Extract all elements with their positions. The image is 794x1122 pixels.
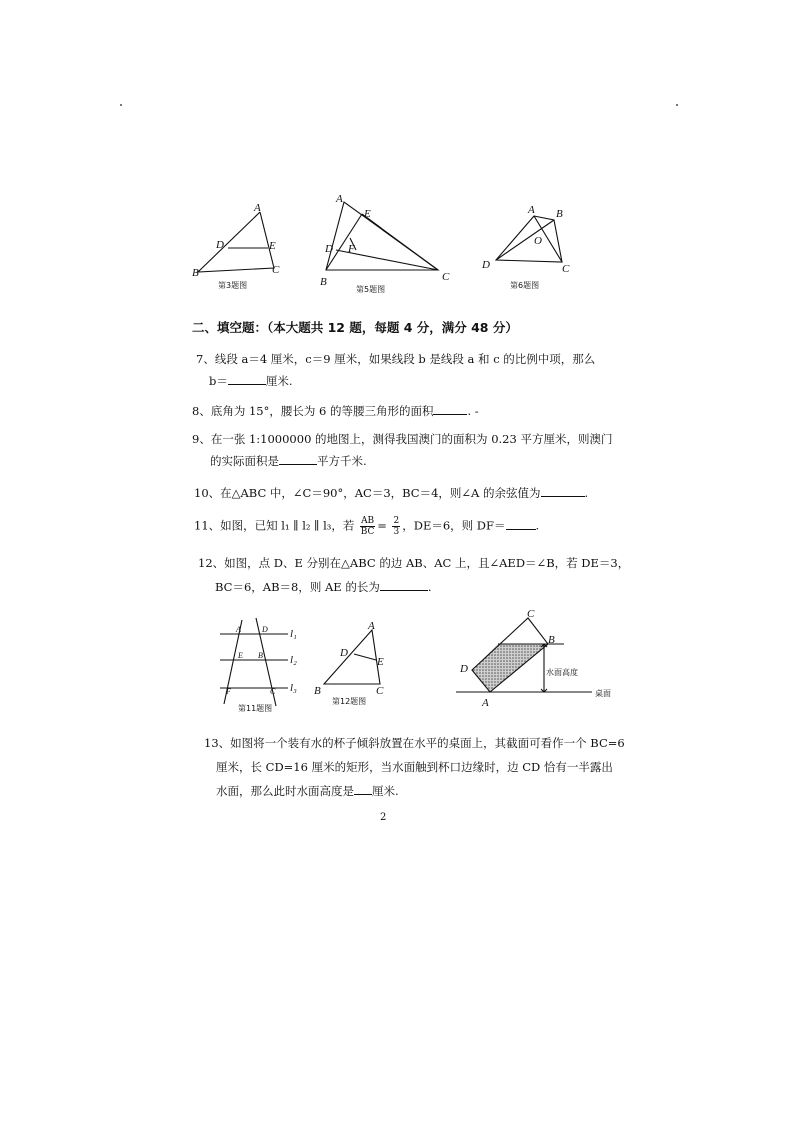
answer-suffix: 厘米. bbox=[265, 374, 293, 388]
answer-blank[interactable] bbox=[354, 784, 372, 795]
figure-q5 bbox=[316, 190, 456, 300]
figure-caption: 第5题图 bbox=[356, 285, 386, 294]
answer-blank[interactable] bbox=[380, 580, 428, 591]
label-B: B bbox=[320, 276, 327, 288]
question-text: 8、底角为 15°，腰长为 6 的等腰三角形的面积 bbox=[192, 404, 434, 418]
answer-prefix: 的实际面积是 bbox=[210, 454, 279, 468]
label-F: F bbox=[348, 243, 355, 255]
figure-q13 bbox=[452, 608, 642, 716]
label-B: B bbox=[192, 267, 199, 279]
answer-blank[interactable] bbox=[433, 404, 467, 415]
question-12 bbox=[198, 556, 629, 570]
label-E: E bbox=[269, 240, 276, 252]
question-7-answer-line bbox=[209, 374, 293, 388]
question-12-answer-line bbox=[215, 580, 432, 594]
label-l2: l₂ bbox=[290, 654, 297, 666]
label-C: C bbox=[527, 608, 535, 620]
answer-prefix: BC＝6，AB＝8，则 AE 的长为 bbox=[215, 580, 380, 594]
question-text: 11、如图，已知 l₁ ∥ l₂ ∥ l₃，若 bbox=[194, 518, 355, 533]
question-text: 9、在一张 1:1000000 的地图上，测得我国澳门的面积为 0.23 平方厘米，则澳门 bbox=[192, 432, 613, 446]
table-label: 桌面 bbox=[595, 689, 611, 698]
question-9 bbox=[192, 432, 612, 446]
figure-caption: 第3题图 bbox=[218, 281, 248, 290]
water-height-label: 水面高度 bbox=[546, 668, 578, 677]
label-D: D bbox=[262, 625, 268, 634]
fraction-ab-bc bbox=[360, 516, 375, 537]
question-text: 厘米，长 CD=16 厘米的矩形，当水面触到杯口边缘时，边 CD 恰有一半露出 bbox=[216, 760, 613, 774]
equals-sign: = bbox=[377, 518, 387, 533]
label-A: A bbox=[368, 620, 375, 632]
question-13-line-2 bbox=[216, 760, 613, 774]
label-D: D bbox=[340, 647, 348, 659]
fraction-denominator: BC bbox=[360, 527, 375, 537]
question-8 bbox=[192, 404, 479, 418]
label-B: B bbox=[548, 634, 555, 646]
question-text: 10、在△ABC 中，∠C＝90°，AC＝3，BC＝4，则∠A 的余弦值为 bbox=[194, 486, 541, 500]
label-C: C bbox=[270, 687, 276, 696]
figure-caption: 第11题图 bbox=[238, 704, 273, 713]
label-A: A bbox=[336, 193, 343, 205]
question-text: 12、如图，点 D、E 分别在△ABC 的边 AB、AC 上，且∠AED＝∠B，若 DE＝3， bbox=[198, 556, 630, 570]
figure-q11 bbox=[216, 614, 316, 718]
label-B: B bbox=[556, 208, 563, 220]
label-A: A bbox=[482, 697, 489, 709]
answer-suffix: 平方千米. bbox=[317, 454, 367, 468]
answer-suffix: 厘米. bbox=[372, 784, 399, 798]
label-D: D bbox=[216, 239, 224, 251]
fraction-numerator: AB bbox=[361, 516, 375, 526]
label-E: E bbox=[364, 208, 371, 220]
answer-suffix: . bbox=[535, 518, 540, 533]
answer-suffix: . - bbox=[467, 404, 479, 418]
scan-speck bbox=[676, 104, 678, 106]
label-l1: l₁ bbox=[290, 628, 297, 640]
label-E: E bbox=[377, 656, 384, 668]
question-text: 13、如图将一个装有水的杯子倾斜放置在水平的桌面上，其截面可看作一个 BC=6 bbox=[204, 736, 625, 750]
label-C: C bbox=[272, 264, 280, 276]
label-A: A bbox=[528, 204, 535, 216]
label-D: D bbox=[325, 243, 333, 255]
label-D: D bbox=[482, 259, 490, 271]
label-B: B bbox=[258, 651, 263, 660]
label-C: C bbox=[562, 263, 570, 275]
fraction-denominator: 3 bbox=[393, 527, 400, 537]
label-A: A bbox=[254, 202, 261, 214]
answer-blank[interactable] bbox=[506, 519, 536, 530]
section-title: 二、填空题：（本大题共 12 题，每题 4 分，满分 48 分） bbox=[192, 320, 518, 335]
label-E: E bbox=[238, 651, 243, 660]
figure-q3 bbox=[188, 200, 288, 296]
label-C: C bbox=[376, 685, 384, 697]
question-13 bbox=[204, 736, 625, 750]
label-F: F bbox=[226, 687, 231, 696]
question-10 bbox=[194, 486, 588, 500]
fraction-two-thirds bbox=[392, 516, 400, 537]
question-text-continued: ，DE＝6，则 DF＝ bbox=[402, 518, 506, 533]
question-13-answer-line bbox=[216, 784, 399, 798]
question-11 bbox=[194, 516, 539, 537]
label-D: D bbox=[460, 663, 468, 675]
answer-prefix: b＝ bbox=[209, 374, 228, 388]
figure-caption: 第6题图 bbox=[510, 281, 540, 290]
label-C: C bbox=[442, 271, 450, 283]
figure-q12 bbox=[310, 618, 400, 712]
page-number: 2 bbox=[380, 812, 387, 823]
label-O: O bbox=[534, 235, 542, 247]
question-7 bbox=[196, 352, 595, 366]
answer-suffix: . bbox=[584, 486, 589, 500]
answer-blank[interactable] bbox=[228, 374, 266, 385]
question-text: 7、线段 a＝4 厘米，c＝9 厘米，如果线段 b 是线段 a 和 c 的比例中项，那么 bbox=[196, 352, 596, 366]
answer-blank[interactable] bbox=[279, 454, 317, 465]
answer-suffix: . bbox=[427, 580, 432, 594]
answer-prefix: 水面，那么此时水面高度是 bbox=[216, 784, 354, 798]
label-l3: l₃ bbox=[290, 682, 297, 694]
label-B: B bbox=[314, 685, 321, 697]
figure-q6 bbox=[476, 200, 586, 296]
answer-blank[interactable] bbox=[541, 486, 585, 497]
fraction-numerator: 2 bbox=[393, 516, 400, 526]
figure-caption: 第12题图 bbox=[332, 697, 367, 706]
label-A: A bbox=[236, 625, 241, 634]
scan-speck bbox=[120, 104, 122, 106]
question-9-answer-line bbox=[210, 454, 367, 468]
